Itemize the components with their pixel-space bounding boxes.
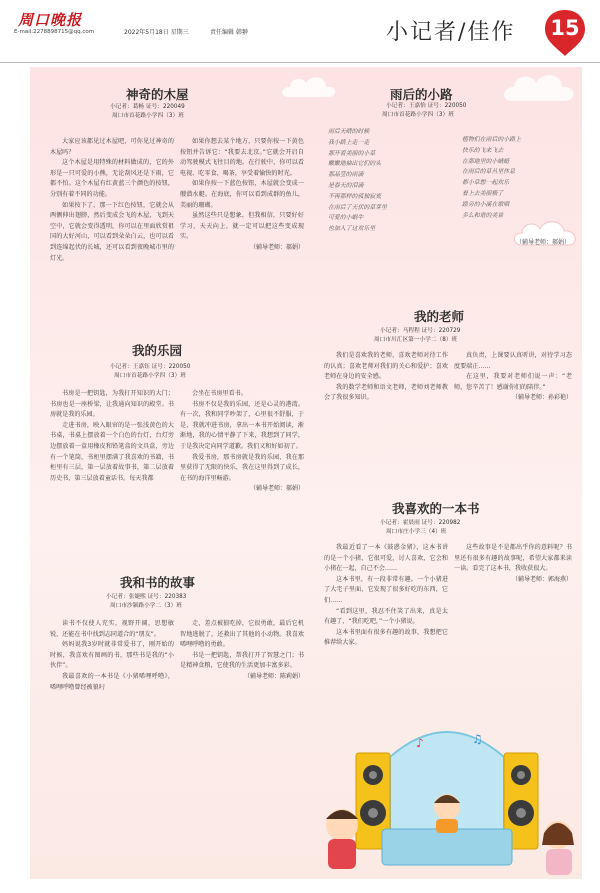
- poem-line: 雨后天晴的时候: [328, 129, 370, 135]
- poem-line: 我小路上走一走: [328, 139, 370, 146]
- advisor-credit: （辅导老师：郝娟）: [249, 485, 304, 493]
- paragraph: 书房是一把钥匙，为我打开知识的大门；书房也是一座桥梁，让我通向知识的殿堂。书房就是我的乐园。: [50, 390, 174, 419]
- cloud-icon: [280, 71, 340, 101]
- paragraph: 读书不仅使人充实，视野开阔，思想敏锐，还能在书中找到志同道合的“朋友”。: [50, 620, 174, 638]
- poem-line: 多么和谐的美景: [462, 212, 504, 219]
- svg-text:♫: ♫: [472, 732, 483, 746]
- paragraph: 会坐在书房里看书。: [192, 390, 247, 397]
- paragraph: 如果你想去某个地方，只要你按一下黄色按钮并告诉它：“我要去北京。”它就会开启自动驾驶模式飞往目的地。在行驶中，你可以看电视、吃零食、喝茶，享受着愉快的时光。: [180, 138, 304, 177]
- section-title: 小记者/佳作: [386, 20, 516, 45]
- article-byline: 小记者：马程程 证号：220729: [380, 328, 461, 334]
- advisor-credit: （辅导老师：郭海燕）: [511, 575, 572, 583]
- article-column-1: [50, 619, 174, 693]
- poem-line: 可爱的小蜗牛: [328, 215, 364, 222]
- paragraph: 走进书房，映入眼帘的是一张浅黄色的大书桌，书桌上摆放着一个白色的台灯，台灯旁边摆放着一盒用橡皮和铅笔盒的文具盒，旁边有一个笔筒，书柜里摆满了我喜欢的书籍，书柜里有三层，第一层放着故事书，第二层放着历史书，第三层放着童话书。每天我都: [50, 421, 174, 482]
- paragraph: 书是一把钥匙，帮我打开了智慧之门；书是精神食粮，它使我的生活更加丰富多彩。: [180, 651, 304, 670]
- cloud-icon: [500, 67, 580, 107]
- paragraph: “看到这里，我忍不住笑了出来，真是太有趣了，“我们吃吧，”一个小猪说。: [324, 607, 448, 626]
- article-column-1: [324, 351, 448, 404]
- paragraph: 我的数学老师和语文老师，老师刘老师教会了我很多知识。: [324, 383, 448, 402]
- article-title: 雨后的小路: [390, 87, 453, 102]
- paragraph: 这个木屋是用特殊的材料做成的，它的外形是一只可爱的小熊，无论刮风还是下雨，它都不怕。这个木屋有红黄蓝三个颜色的按钮，分别有着不同的功能。: [50, 159, 174, 198]
- advisor-credit: （辅导老师：孙彩艳）: [511, 394, 572, 402]
- article-column-2: [180, 619, 304, 683]
- poem-line: 植物们在雨后的小路上: [462, 137, 521, 143]
- paragraph: 我们是喜欢我的老师，喜欢老师对待工作的认真；喜欢老师对我们的关心和爱护；喜欢老师在身边的安全感。: [324, 352, 448, 381]
- paragraph: 这本书里，有一段非常有趣。一个小猪进了大宅子里面，它发现了很多好吃的东西，它们……: [324, 575, 448, 604]
- page-badge: [543, 8, 587, 58]
- article-title: 我的乐园: [132, 343, 183, 358]
- poem-line: 在雨后的草丛里休息: [462, 169, 516, 176]
- issue-date: 2022年5月18日 星期三: [124, 29, 189, 36]
- paragraph: 我最喜欢的一本书是《小猪唏哩呼噜》，唏哩呼噜曾经被狼叼: [50, 672, 174, 691]
- article-school: 周口市川汇区第一小学二（8）班: [374, 337, 458, 343]
- paragraph: 妈妈说我3岁时就非常爱书了，刚开始的时候，我喜欢有图画的书，那些书是我的“小伙伴”。: [50, 641, 174, 670]
- article-byline: 小记者：张婕熙 证号：220383: [106, 594, 187, 600]
- children-music-illustration: [312, 717, 582, 879]
- paragraph: 大家应该都见过木屋吧，可你见过神奇的木屋吗？: [50, 138, 174, 156]
- article-title: 神奇的木屋: [126, 87, 189, 102]
- paragraph: 如果按下了，那一下红色按钮，它就会从两侧伸出翅膀，然后变成会飞的木屋，飞到天空中，它就会变得透明，你可以在里面欣赏祖国的大好河山，可以看到朵朵白云，也可以看到连绵起伏的长城，还可以看到夜晚城市里的灯光。: [50, 201, 174, 262]
- page-number: 15: [550, 16, 580, 40]
- article-column-2: [454, 543, 572, 585]
- poem-line: 路旁的小溪在歌唱: [462, 201, 510, 208]
- article-column-2: [180, 137, 304, 254]
- paragraph: 我最近看了一本《鼓惑金猪》，这本书讲的是一个小猪，它很可爱，讨人喜欢，它会和小猪在一起，自己不会……: [324, 544, 448, 573]
- dj-desk-icon: [382, 829, 512, 865]
- article-column-1: [50, 137, 174, 264]
- girl-body-icon: [546, 849, 572, 875]
- poem-line: 在那地里的小蜻蜓: [462, 158, 510, 165]
- paragraph: 在这里，我要对老师们说一声：“老师，您辛苦了！感谢你们的陪伴。”: [454, 373, 572, 391]
- article-byline: 小记者：葛畅 证号：220049: [110, 104, 185, 110]
- article-title: 我的老师: [414, 309, 465, 324]
- advisor-credit: （辅导老师：郝娟）: [249, 243, 304, 251]
- paragraph: 我爱书房，那书房就是我的乐园，我在那里获得了无限的快乐，我在这里得到了成长，在书的海洋里畅游。: [180, 453, 304, 482]
- article-school: 周口市首花路小学四（3）班: [382, 112, 454, 118]
- paragraph: 虽然这些只是想象，但我相信，只要好好学习，天天向上，就一定可以把这些变成现实。: [180, 212, 304, 241]
- article-school: 周口市庄小学三（4）班: [386, 529, 447, 535]
- article-byline: 小记者：霍晨雨 证号：220982: [380, 520, 461, 526]
- contact-email: E-mail:2278898715@qq.com: [14, 29, 95, 35]
- article-byline: 小记者：王嘉钰 证号：220050: [110, 364, 191, 370]
- poem-line: 快乐的飞来飞去: [462, 147, 504, 154]
- article-byline: 小记者：王嘉怡 证号：220050: [386, 103, 467, 109]
- article-school: 周口市沙颍路小学二（3）班: [110, 603, 182, 609]
- svg-text:♪: ♪: [416, 736, 424, 750]
- article-school: 周口市首花路小学四（3）班: [112, 113, 184, 119]
- paragraph: 走，差点被狼吃掉，它很勇敢，最后它机智地逃脱了，还救出了其他的小动物。我喜欢唏哩呼噜的勇敢。: [180, 620, 304, 649]
- paragraph: 如果你按一下蓝色按钮，木屋就会变成一艘潜水艇。在海底，你可以看到成群的鱼儿，美丽的珊瑚。: [180, 180, 304, 209]
- poem-line: 那晶莹的雨滴: [328, 172, 364, 179]
- article-column-1: [324, 543, 448, 649]
- article-title: 我喜欢的一本书: [392, 501, 480, 516]
- poem-line: 都小草想一起欢乐: [462, 180, 510, 187]
- paragraph: 书房不仅是我的乐园，还是心灵的港湾。有一次，我和同学吵架了，心里很不舒服，于是，我就冲进书房，拿出一本书开始阅读，渐渐地，我的心情平静了下来，我想到了同学，于是我决定向同学道歉。我们又和好如初了。: [180, 400, 304, 450]
- editor-credit: 责任编辑 韩翀: [210, 29, 248, 36]
- poem-column-2: [462, 135, 521, 221]
- paragraph: 这本书里面有很多有趣的故事，我想把它推荐给大家。: [324, 628, 448, 647]
- article-column-2: [180, 389, 304, 495]
- paragraph: 真负责，上课要认真听讲，对待学习态度要端正……: [454, 352, 572, 370]
- article-school: 周口市首花路小学四（3）班: [114, 373, 186, 379]
- poem-column-1: [328, 127, 387, 235]
- paragraph: 这些故事是不是都出乎你的意料呢？书里还有很多有趣的故事呢，希望大家都来读一读。看完了这本书，我收获很大。: [454, 544, 572, 573]
- advisor-credit: （辅导老师：陈莉娟）: [243, 672, 304, 680]
- poem-line: 不再那样的孤独寂寞: [328, 193, 382, 200]
- article-column-2: [454, 351, 572, 404]
- article-title: 我和书的故事: [120, 575, 196, 590]
- header-rule: [0, 62, 600, 63]
- article-column-1: [50, 389, 174, 484]
- poem-line: 嫩嫩地抽出它们的头: [328, 161, 382, 168]
- poem-line: 是春天的泪滴: [328, 182, 364, 189]
- content-panel: [30, 67, 582, 879]
- poem-line: 也加入了这欢乐里: [328, 226, 376, 233]
- masthead: [0, 0, 600, 68]
- advisor-credit: （辅导老师：郝娟）: [515, 239, 570, 246]
- boy-body-icon: [328, 839, 356, 869]
- poem-line: 那开着美丽的小草: [328, 150, 376, 157]
- poem-line: 看上去美丽极了: [462, 190, 504, 197]
- poem-line: 在雨后了天伏的草芽里: [328, 204, 387, 211]
- newspaper-logo: 周口晚报: [18, 11, 83, 29]
